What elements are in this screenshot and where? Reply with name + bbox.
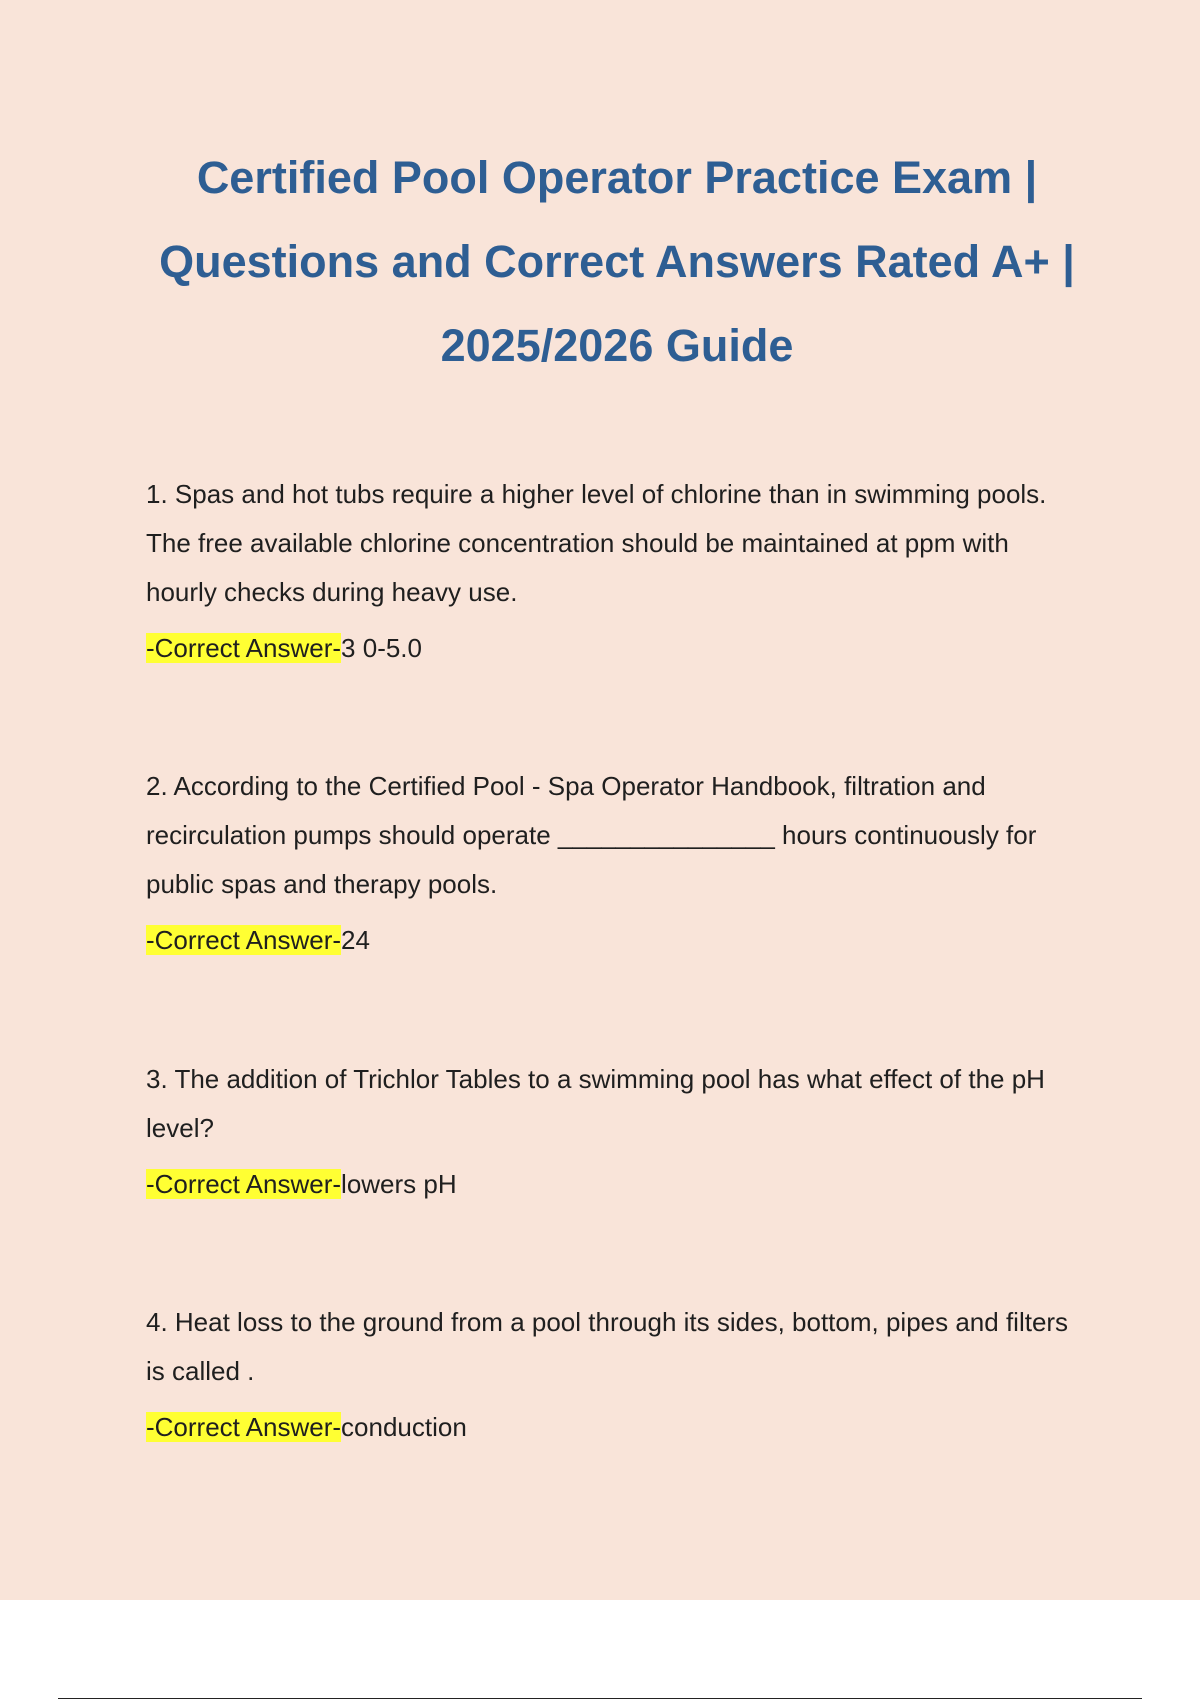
answer-value: 24 [341, 925, 370, 955]
document-title: Certified Pool Operator Practice Exam | Questions and Correct Answers Rated A+ | 2025/2026 Guide [159, 152, 1075, 371]
correct-answer-label: -Correct Answer- [146, 1412, 342, 1442]
answer-line [146, 1165, 1086, 1203]
answer-value: lowers pH [341, 1169, 457, 1199]
qa-item-3 [146, 1055, 1086, 1203]
question-text: 1. Spas and hot tubs require a higher level of chlorine than in swimming pools. The free available chlorine concentration should be maintained at ppm with hourly checks during heavy use. [146, 479, 1047, 607]
footer-divider [58, 1698, 1142, 1699]
qa-item-2 [146, 762, 1086, 959]
correct-answer-label: -Correct Answer- [146, 925, 342, 955]
answer-value: 3 0-5.0 [341, 633, 422, 663]
answer-value: conduction [341, 1412, 467, 1442]
answer-line [146, 629, 1086, 667]
correct-answer-label: -Correct Answer- [146, 1169, 342, 1199]
question-text: 3. The addition of Trichlor Tables to a swimming pool has what effect of the pH level? [146, 1064, 1045, 1143]
answer-line [146, 921, 1086, 959]
qa-item-1 [146, 470, 1086, 667]
question-text: 2. According to the Certified Pool - Spa Operator Handbook, filtration and recirculation pumps should operate _______________ hours continuously for public spas and therapy pools. [146, 771, 1037, 899]
question-text: 4. Heat loss to the ground from a pool through its sides, bottom, pipes and filters is called . [146, 1307, 1069, 1386]
correct-answer-label: -Correct Answer- [146, 633, 342, 663]
qa-item-4 [146, 1298, 1086, 1446]
answer-line [146, 1408, 1086, 1446]
